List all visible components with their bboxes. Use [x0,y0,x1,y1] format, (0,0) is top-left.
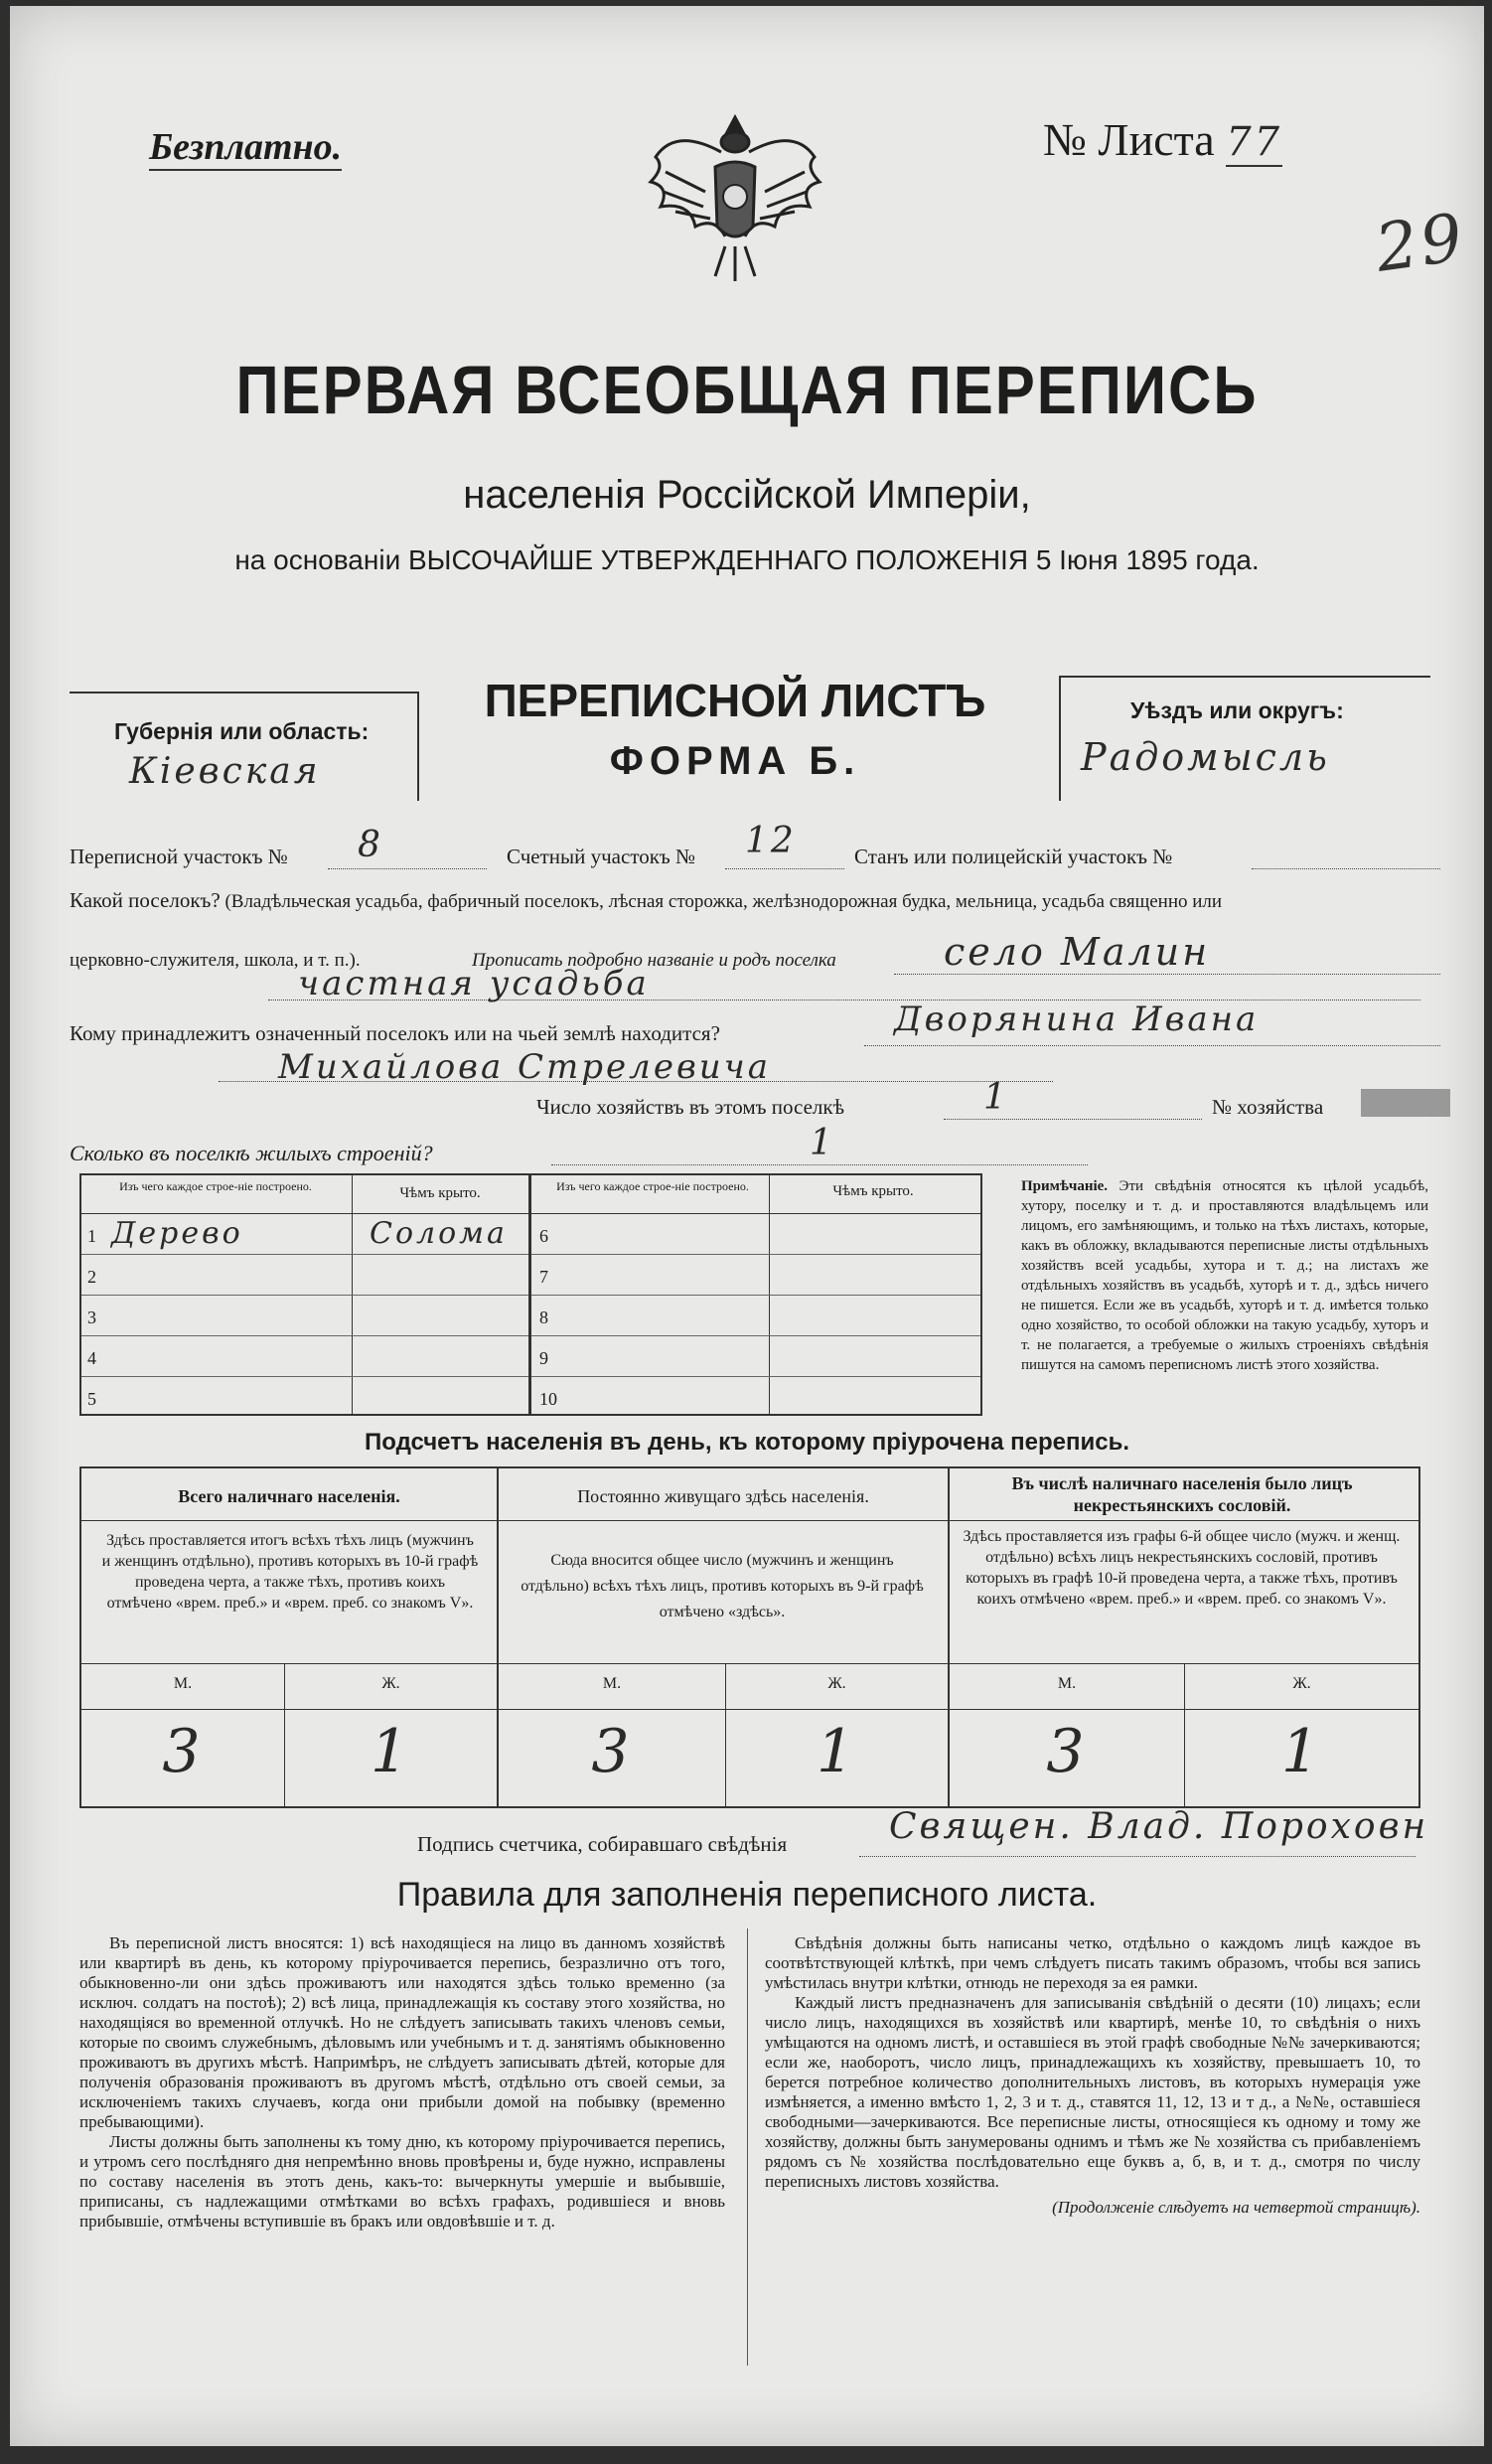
rules-left-p2: Листы должны быть заполнены къ тому дню, къ которому пріурочивается перепись, и утромъ сего послѣдняго дня непремѣнно вновь провѣрены и, буде нужно, исправлены по составу населенія въ этотъ день, какъ-то: вычеркнуты умершіе и выбывшіе, приписаны, съ надлежащими отмѣтками во всѣхъ графахъ, родившіеся и вновь прибывшіе, отмѣчены вступившіе въ бракъ или овдовѣвшіе и т. д. [79,2132,725,2231]
population-title: Подсчетъ населенія въ день, къ которому пріурочена перепись. [365,1429,1129,1456]
nonpeasant-female: 1 [1280,1717,1323,1786]
settlement-hint-2: церковно-служителя, школа, и т. п.). [70,950,361,971]
settlement-value-2: частная усадьба [298,964,650,1003]
row-material: Дерево [111,1216,243,1251]
form-subtitle: ФОРМА Б. [609,739,861,783]
resident-female: 1 [816,1717,858,1786]
count-label: Счетный участокъ № [507,845,696,868]
resident-male: 3 [591,1717,633,1786]
note-title: Примѣчаніе. [1021,1178,1109,1194]
col2-text: Сюда вносится общее число (мужчинъ и женщинъ отдѣльно) всѣхъ тѣхъ лицъ, противъ которыхъ въ 9-й графѣ отмѣчено «здѣсь». [521,1552,924,1620]
buildings-label: Сколько въ поселкѣ жилыхъ строеній? [70,1141,433,1165]
guberniya-value: Кіевская [129,751,321,792]
table-row [531,1296,980,1336]
sheet-number-value: 77 [1226,119,1283,165]
rules-right [765,1933,1420,2218]
rules-left [79,1933,725,2232]
row-number: 7 [539,1267,548,1287]
free-label: Безплатно. [149,125,342,171]
page-subtitle: населенія Россійской Имперіи, [463,473,1031,517]
table-row [81,1377,528,1417]
rules-continued: (Продолженіе слѣдуетъ на четвертой страницѣ). [1052,2198,1420,2217]
note [1021,1176,1428,1375]
table-row [81,1214,528,1255]
m-label-3: М. [1057,1675,1077,1692]
rules-right-p1: Свѣдѣнія должны быть написаны четко, отдѣльно о каждомъ лицѣ каждое въ соотвѣтствующей клѣткѣ, при чемъ слѣдуетъ писать такимъ образомъ, чтобы вся запись умѣстилась внутри клѣтки, отнюдь не переходя за ея рамки. [765,1933,1420,1992]
row-number: 10 [539,1389,557,1409]
row-number: 2 [87,1267,96,1287]
col1-head: Всего наличнаго населенія. [178,1486,400,1506]
header-material-2: Изъ чего каждое строе-ніе построено. [556,1179,749,1193]
signature-row [70,1806,1480,1862]
table-row [531,1336,980,1377]
zh-label-3: Ж. [1292,1675,1311,1692]
count-value: 12 [745,821,797,861]
settlement-value: село Малин [944,930,1211,974]
table-row [531,1214,980,1255]
pop-val-rule [81,1709,1418,1710]
pop-mz-rule [81,1663,1418,1664]
legal-basis: на основаніи ВЫСОЧАЙШЕ УТВЕРЖДЕННАГО ПОЛОЖЕНІЯ 5 Іюня 1895 года. [234,544,1260,575]
rules-title: Правила для заполненія переписного листа. [396,1876,1098,1914]
row-number: 1 [87,1226,96,1246]
household-no-box [1361,1089,1450,1117]
district-row [70,821,1440,872]
row-number: 9 [539,1348,548,1368]
settlement-q: Какой поселокъ? [70,888,221,912]
zh-label-1: Ж. [381,1675,400,1692]
total-male: 3 [162,1717,204,1786]
note-text: Эти свѣдѣнія относятся къ цѣлой усадьбѣ, хутору, поселку и т. д. и проставляются владѣльцемъ или лицомъ, его замѣняющимъ, и только на тѣхъ листахъ, которые, какъ въ обложку, вкладываются переписные листы отдѣльныхъ хозяйствъ всей усадьбы, хутора и т. д.; на листахъ же отдѣльныхъ хозяйствъ въ усадьбѣ, хуторѣ и т. д., здѣсь ничего не пишется. Если же въ усадьбѣ, хуторѣ и т. д. имѣется только одно хозяйство, то особой обложки на такую усадьбу, хуторъ и т. не полагается, а требуемые о жилыхъ строеніяхъ свѣдѣнія пишутся на самомъ переписномъ листѣ этого хозяйства. [1021,1178,1429,1373]
margin-number: 29 [1371,199,1470,287]
row-number: 6 [539,1226,548,1246]
table-row [531,1377,980,1417]
left-rows [81,1214,528,1417]
buildings-value: 1 [810,1123,835,1163]
households-line [944,1081,1202,1120]
uezd-box [1059,676,1430,801]
rules-right-p2: Каждый листъ предназначенъ для записыванія свѣдѣній о десяти (10) лицахъ; если число лицъ, находящихся въ хозяйствѣ или квартирѣ, менѣе 10, то свѣдѣнія о нихъ умѣщаются на одномъ листѣ, и оставшіеся въ этой графѣ свободные №№ зачеркиваются; если же, наоборотъ, число лицъ, принадлежащихъ къ хозяйству, превышаетъ 10, то берется потребное количество дополнительныхъ листовъ, въ которыхъ нумерація уже измѣняется, а именно вмѣсто 1, 2, 3 и т. д., ставятся 11, 12, 13 и т д., а №№, оставшіеся свободными—зачеркиваются. Все переписные листы, относящіеся къ одному и тому же хозяйству, должны быть занумерованы однимъ и тѣмъ же № хозяйства съ прибавленіемъ рядомъ съ № хозяйства послѣдовательно еще буквъ а, б, в, и т. д., смотря по числу переписныхъ листовъ хозяйства. [765,1993,1420,2191]
rules-divider [747,1928,748,2366]
sheet-number-label: № Листа [1043,114,1215,165]
population-table [79,1466,1420,1808]
settlement-hint: (Владѣльческая усадьба, фабричный поселокъ, лѣсная сторожка, желѣзнодорожная будка, мельница, усадьба священно или [224,891,1223,912]
settlement-instruction: Прописать подробно названіе и родъ поселка [472,950,836,971]
form-title: ПЕРЕПИСНОЙ ЛИСТЪ [484,675,986,726]
owner-q: Кому принадлежитъ означенный поселокъ или на чьей землѣ находится? [70,1021,720,1045]
households-value: 1 [983,1077,1009,1118]
uezd-label: Уѣздъ или округъ: [1130,697,1344,723]
header-roof-2: Чѣмъ крыто. [832,1183,914,1199]
m-label-1: М. [173,1675,193,1692]
header-roof: Чѣмъ крыто. [399,1185,481,1201]
pop-head-rule [81,1520,1418,1521]
page-title: ПЕРВАЯ ВСЕОБЩАЯ ПЕРЕПИСЬ [235,351,1259,429]
table-row [531,1255,980,1296]
stan-label: Станъ или полицейскій участокъ № [854,845,1173,868]
col1-text: Здѣсь проставляется итогъ всѣхъ тѣхъ лицъ (мужчинъ и женщинъ отдѣльно), противъ которыхъ въ 10-й графѣ проведена черта, а также тѣхъ, противъ коихъ отмѣчено «врем. преб.» и «врем. преб. со знакомъ V». [101,1532,479,1612]
row-number: 3 [87,1308,96,1327]
buildings-table [79,1173,982,1416]
signature-value: Священ. Влад. Пороховн [889,1806,1429,1847]
guberniya-box [70,692,419,801]
right-rows [531,1214,980,1417]
sheet-number [1043,113,1282,166]
row-number: 5 [87,1389,96,1409]
row-number: 4 [87,1348,96,1368]
uezd-value: Радомысль [1081,735,1330,779]
table-row [81,1296,528,1336]
district-label: Переписной участокъ № [70,845,288,868]
census-sheet [10,6,1484,2446]
guberniya-label: Губернія или область: [114,718,370,744]
zh-label-2: Ж. [827,1675,846,1692]
stan-line [1252,833,1440,869]
district-value: 8 [358,825,383,865]
households-row [70,1077,1440,1121]
table-row [81,1336,528,1377]
double-eagle-emblem-icon [636,97,834,286]
table-row [81,1255,528,1296]
m-label-2: М. [602,1675,622,1692]
col2-head: Постоянно живущаго здѣсь населенія. [577,1486,869,1506]
total-female: 1 [370,1717,412,1786]
row-roof: Солома [370,1216,508,1251]
owner-value: Дворянина Ивана [894,1000,1260,1039]
signature-label: Подпись счетчика, собиравшаго свѣдѣнія [417,1832,788,1856]
col3-head: Въ числѣ наличнаго населенія было лицъ некрестьянскихъ сословій. [1011,1473,1353,1515]
district-line [328,833,487,869]
buildings-row [70,1123,1440,1166]
rules-left-p1: Въ переписной листъ вносятся: 1) всѣ находящіеся на лицо въ данномъ хозяйствѣ или квартирѣ въ день, къ которому пріурочивается перепись, безразлично отъ того, обыкновенно-ли они здѣсь проживаютъ или находятся здѣсь только временно (за исключ. солдатъ на постоѣ); 2) всѣ лица, принадлежащія къ составу этого хозяйства, но находящіяся во временной отлучкѣ. Но не слѣдуетъ записывать такихъ членовъ семьи, которые по своимъ служебнымъ, дѣловымъ или учебнымъ и т. д. занятіямъ обыкновенно проживаютъ въ другихъ мѣстѣ. Напримѣръ, не слѣдуетъ записывать дѣтей, которые для полученія образованія проживаютъ въ другомъ мѣстѣ, отдѣльно отъ своей семьи, за исключеніемъ такихъ случаевъ, когда они прибыли домой на побывку (временно пребывающими). [79,1933,725,2131]
households-label: Число хозяйствъ въ этомъ поселкѣ [536,1095,844,1119]
row-number: 8 [539,1308,548,1327]
settlement-question [70,888,1440,913]
household-no-label: № хозяйства [1212,1095,1324,1119]
owner-value-2: Михайлова Стрелевича [278,1047,772,1087]
header-material: Изъ чего каждое строе-ніе построено. [119,1179,312,1193]
col3-text: Здѣсь проставляется изъ графы 6-й общее число (мужч. и женщ. отдѣльно) всѣхъ лицъ некрестьянскихъ сословій, противъ которыхъ въ графѣ 10-й проведена черта, а также тѣхъ, противъ коихъ отмѣчено «врем. преб.» и «врем. преб. со знакомъ V». [963,1528,1401,1608]
nonpeasant-male: 3 [1046,1717,1088,1786]
